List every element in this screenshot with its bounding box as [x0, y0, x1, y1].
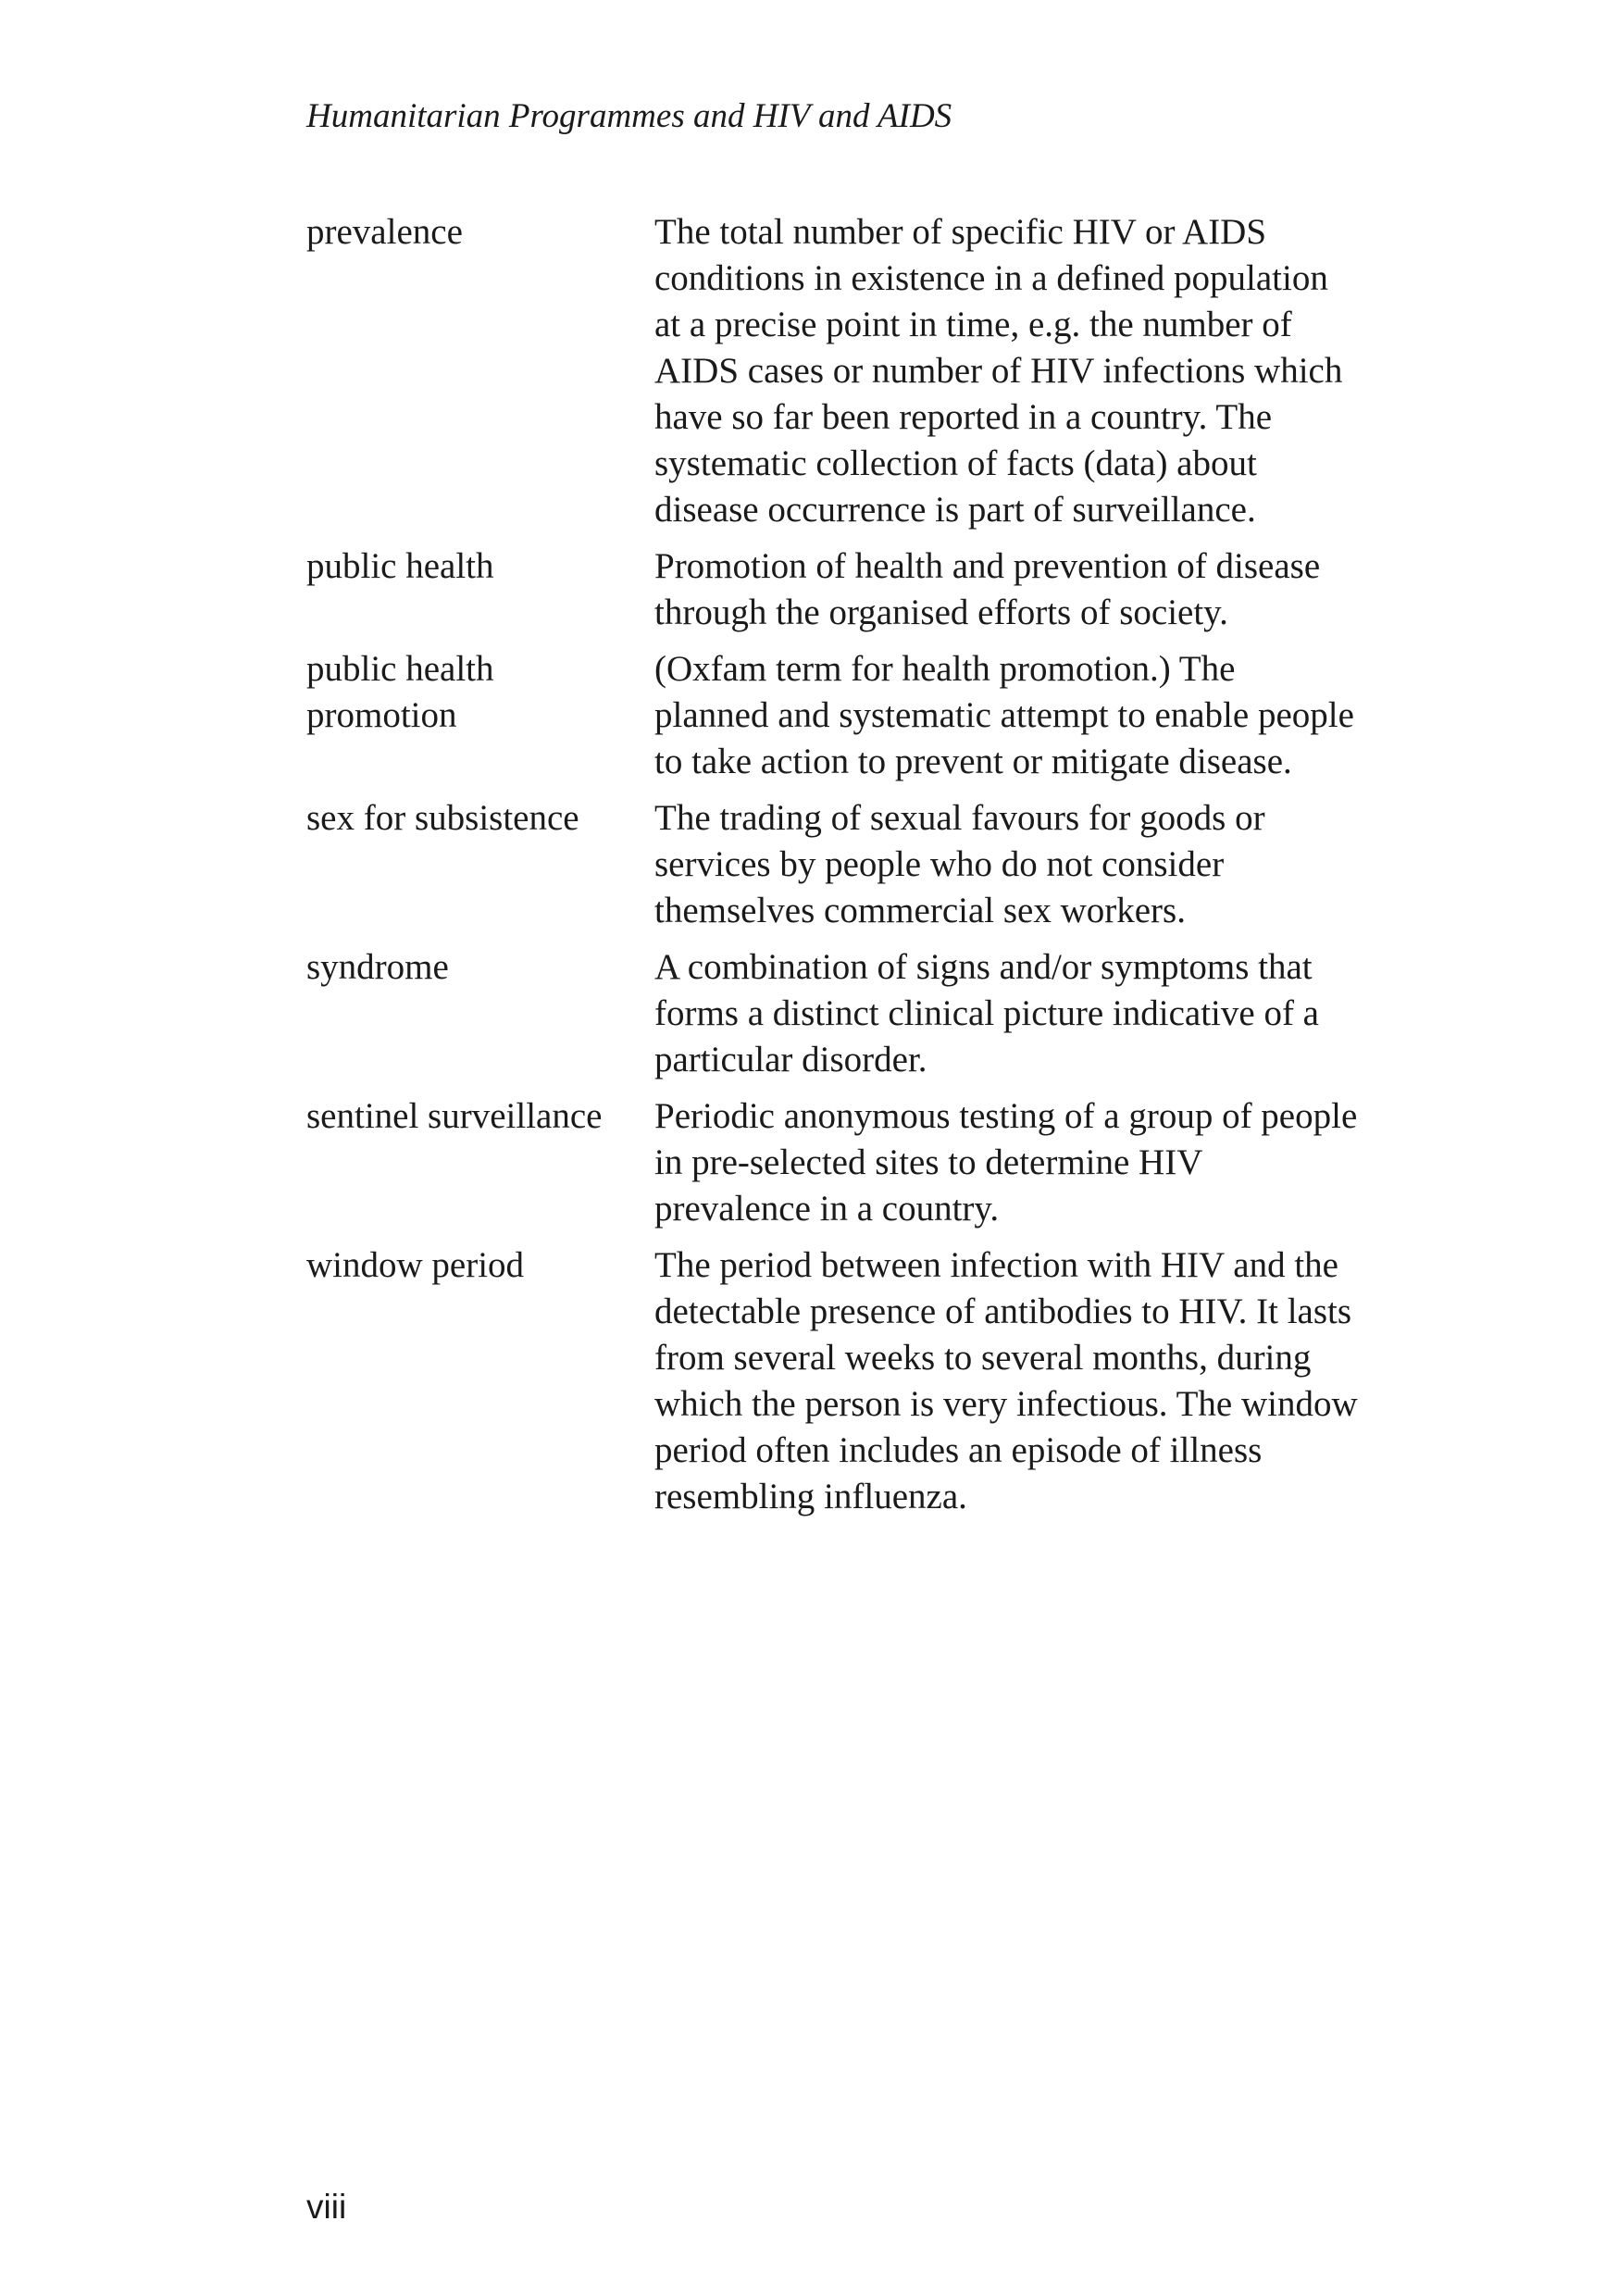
definition-line: to take action to prevent or mitigate disease.	[654, 742, 1292, 781]
definition-line: The period between infection with HIV and the	[654, 1245, 1338, 1285]
definition-line: which the person is very infectious. The window	[654, 1384, 1358, 1424]
glossary-entry	[306, 944, 1417, 1083]
definition-line: The trading of sexual favours for goods or	[654, 798, 1265, 838]
term-line: public health	[306, 649, 494, 689]
glossary-entry	[306, 209, 1417, 533]
term-line: promotion	[306, 695, 457, 735]
definition-line: period often includes an episode of illness	[654, 1430, 1263, 1470]
running-head: Humanitarian Programmes and HIV and AIDS	[306, 97, 952, 135]
glossary-entry	[306, 1242, 1417, 1520]
definition-line: Promotion of health and prevention of disease	[654, 546, 1321, 586]
glossary-term	[306, 1242, 649, 1289]
definition-line: resembling influenza.	[654, 1477, 967, 1516]
page-number: viii	[306, 2188, 347, 2226]
glossary-definition	[654, 795, 1417, 934]
definition-line: The total number of specific HIV or AIDS	[654, 212, 1267, 252]
glossary-definition	[654, 543, 1417, 636]
definition-line: conditions in existence in a defined population	[654, 258, 1328, 298]
term-line: sex for subsistence	[306, 798, 579, 838]
definition-line: from several weeks to several months, during	[654, 1338, 1312, 1378]
glossary-entry	[306, 543, 1417, 636]
glossary-term	[306, 543, 649, 590]
glossary-definition	[654, 944, 1417, 1083]
glossary-definition	[654, 1093, 1417, 1232]
definition-line: services by people who do not consider	[654, 844, 1225, 884]
definition-line: systematic collection of facts (data) about	[654, 443, 1257, 483]
definition-line: have so far been reported in a country. The	[654, 397, 1273, 437]
definition-line: Periodic anonymous testing of a group of people	[654, 1096, 1358, 1136]
term-line: sentinel surveillance	[306, 1096, 603, 1136]
glossary-list	[306, 209, 1417, 1530]
definition-line: particular disorder.	[654, 1040, 927, 1079]
definition-line: in pre-selected sites to determine HIV	[654, 1142, 1203, 1182]
definition-line: through the organised efforts of society.	[654, 593, 1228, 632]
glossary-term	[306, 209, 649, 256]
glossary-definition	[654, 646, 1417, 785]
glossary-term	[306, 646, 649, 739]
term-line: syndrome	[306, 947, 449, 987]
glossary-entry	[306, 1093, 1417, 1232]
glossary-definition	[654, 209, 1417, 533]
definition-line: at a precise point in time, e.g. the number of	[654, 305, 1292, 344]
glossary-entry	[306, 795, 1417, 934]
definition-line: forms a distinct clinical picture indicative of a	[654, 993, 1319, 1033]
glossary-definition	[654, 1242, 1417, 1520]
glossary-term	[306, 1093, 649, 1140]
definition-line: (Oxfam term for health promotion.) The	[654, 649, 1236, 689]
definition-line: disease occurrence is part of surveillance.	[654, 490, 1256, 530]
term-line: window period	[306, 1245, 525, 1285]
definition-line: themselves commercial sex workers.	[654, 891, 1186, 930]
definition-line: prevalence in a country.	[654, 1189, 1000, 1229]
definition-line: detectable presence of antibodies to HIV. It lasts	[654, 1292, 1352, 1331]
definition-line: planned and systematic attempt to enable people	[654, 695, 1354, 735]
glossary-term	[306, 795, 649, 842]
definition-line: A combination of signs and/or symptoms that	[654, 947, 1313, 987]
glossary-term	[306, 944, 649, 991]
term-line: public health	[306, 546, 494, 586]
term-line: prevalence	[306, 212, 463, 252]
glossary-entry	[306, 646, 1417, 785]
definition-line: AIDS cases or number of HIV infections which	[654, 351, 1343, 391]
